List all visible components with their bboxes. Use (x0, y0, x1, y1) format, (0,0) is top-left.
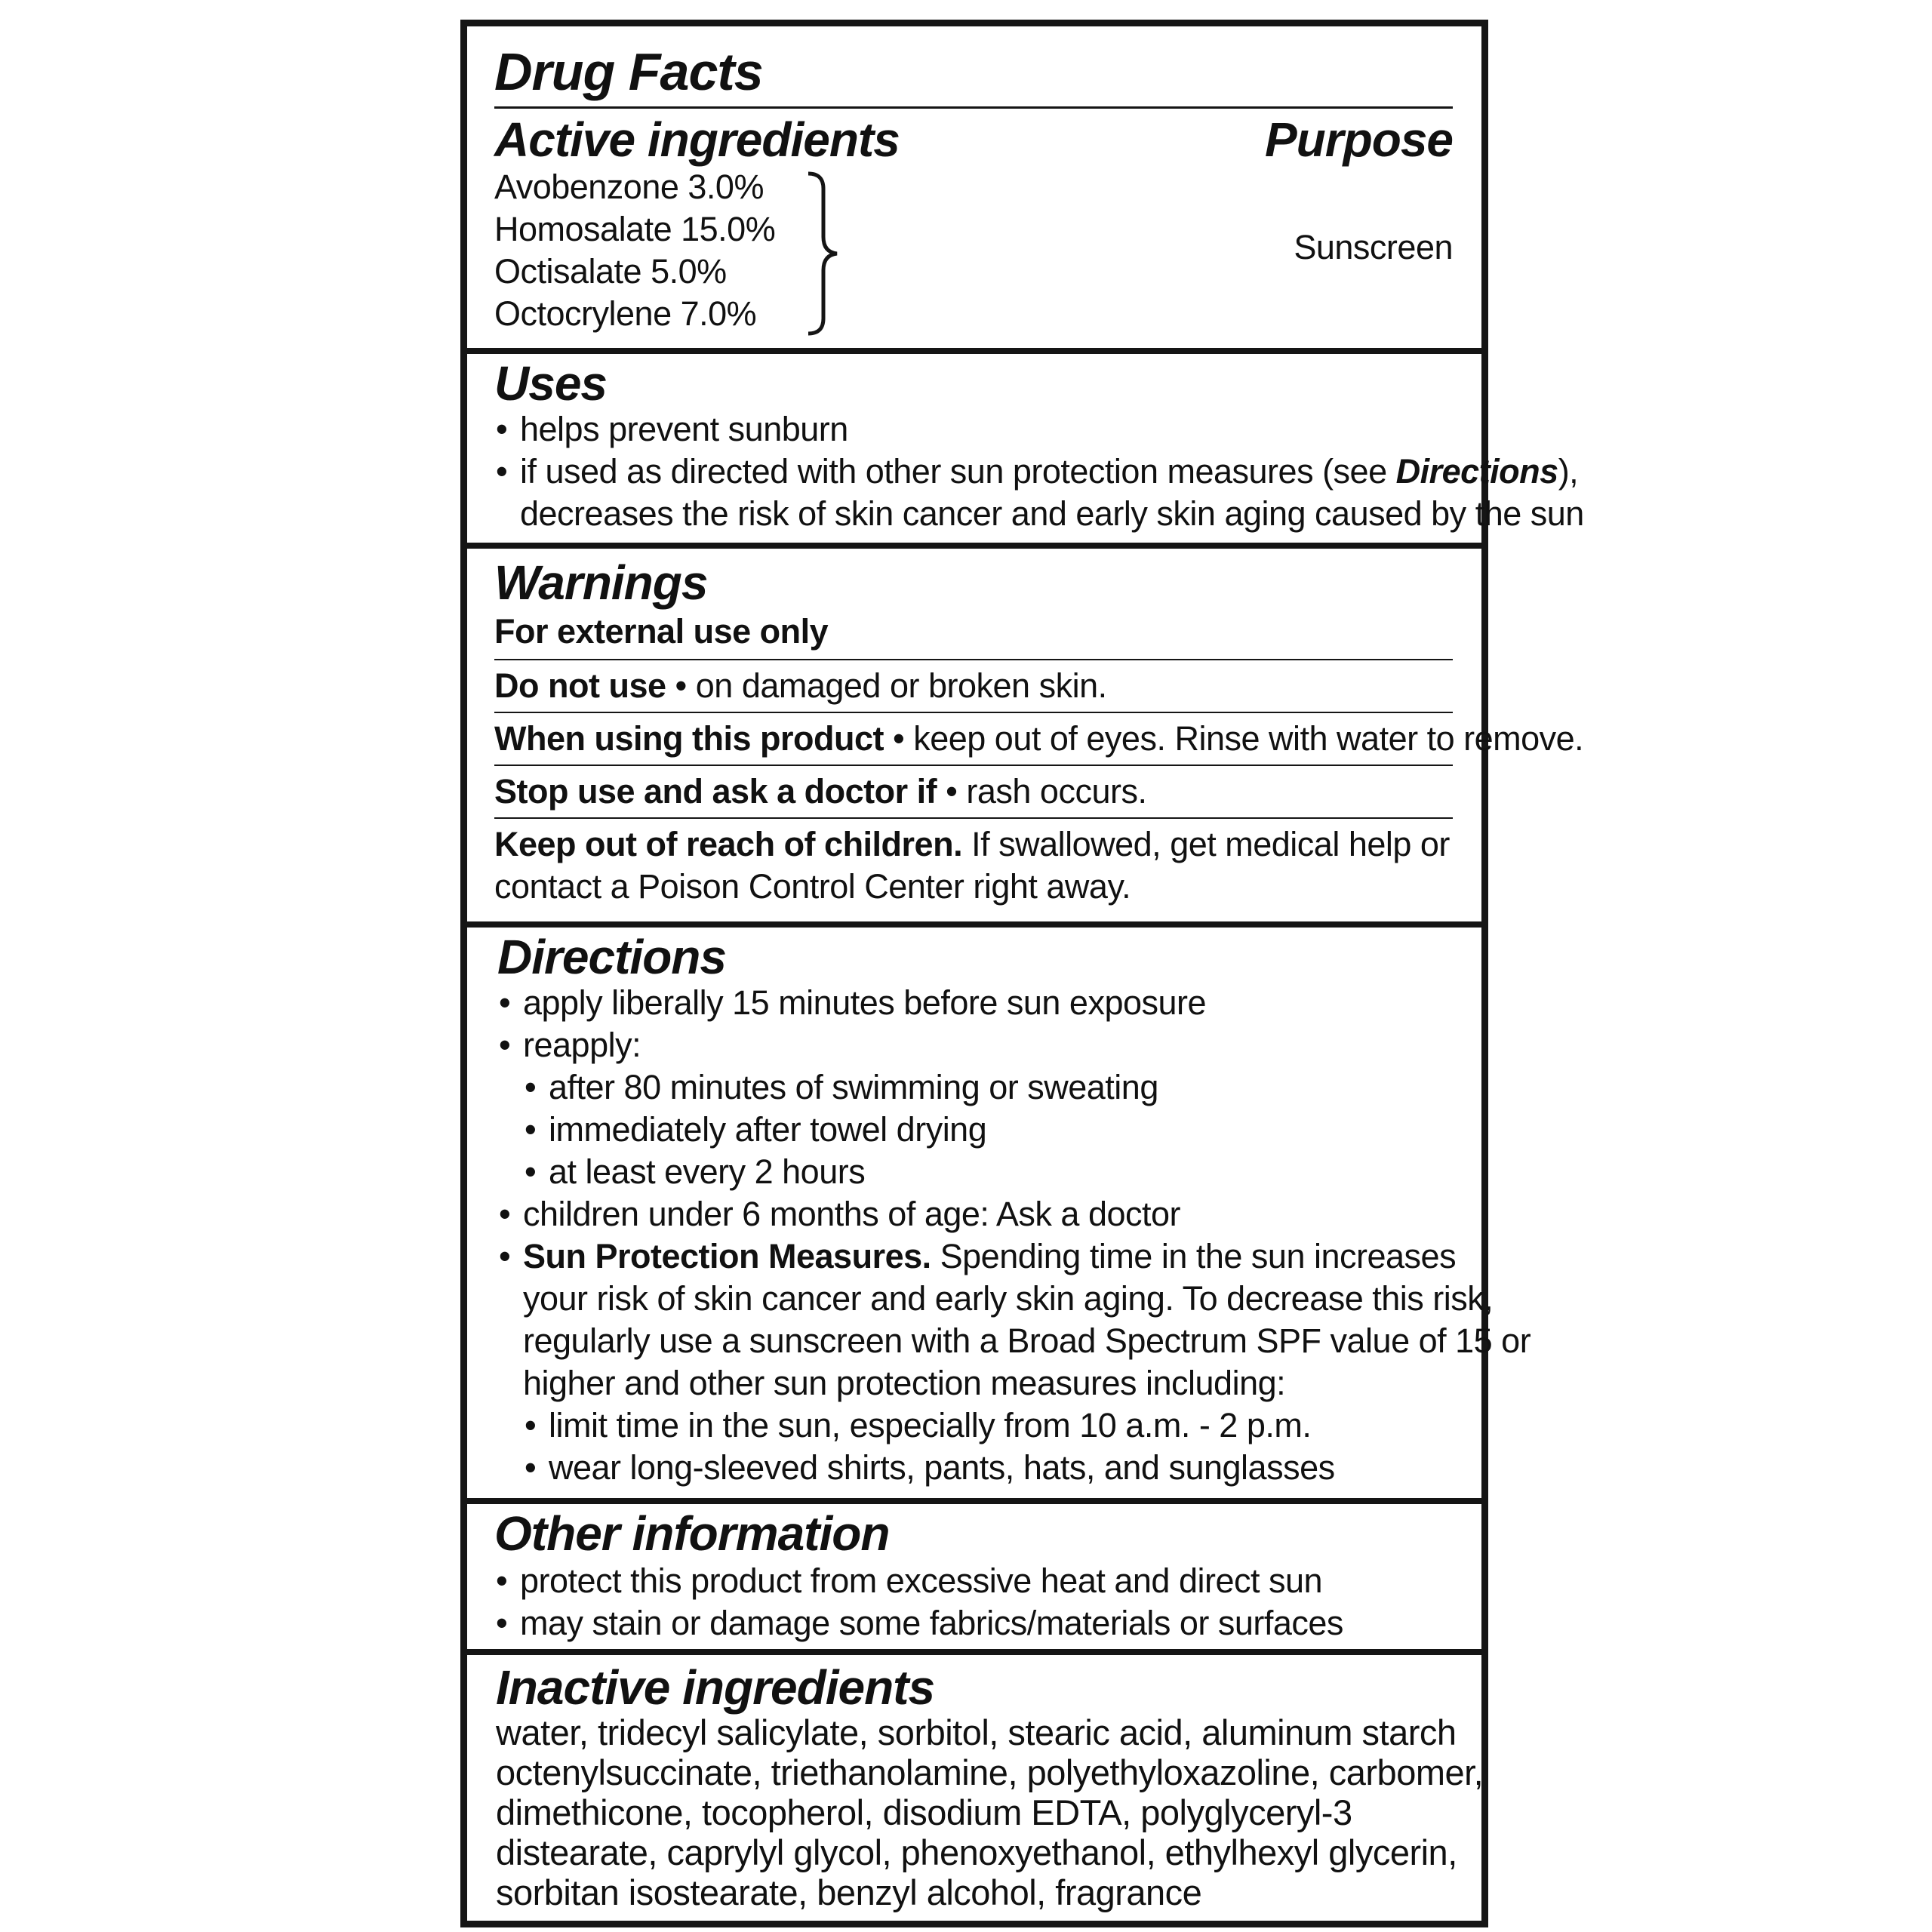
do-not-use-row (494, 660, 1453, 712)
inactive-line: water, tridecyl salicylate, sorbitol, stearic acid, aluminum starch (496, 1712, 1457, 1752)
sub-list-item: • limit time in the sun, especially from 10 a.m. - 2 p.m. (497, 1404, 1453, 1447)
stop-use-text: • rash occurs. (937, 772, 1147, 811)
inactive-section (467, 1660, 1484, 1912)
warnings-section (467, 555, 1584, 908)
list-item-continuation: regularly use a sunscreen with a Broad Spectrum SPF value of 15 or (523, 1321, 1531, 1360)
when-using-row (494, 713, 1584, 764)
directions-heading: Directions (497, 930, 726, 984)
uses-heading: Uses (494, 356, 607, 411)
list-item-continuation: your risk of skin cancer and early skin aging. To decrease this risk, (523, 1279, 1494, 1318)
stop-use-label: Stop use and ask a doctor if (494, 772, 937, 811)
purpose-value: Sunscreen (1294, 228, 1453, 266)
directions-reference: Directions (1395, 452, 1558, 491)
warnings-heading: Warnings (494, 555, 708, 610)
list-item (494, 451, 1579, 493)
list-item-text: if used as directed with other sun protection measures (see (520, 452, 1396, 491)
sub-list-item: • at least every 2 hours (497, 1151, 1453, 1193)
section-divider (467, 1498, 1481, 1504)
inactive-line: dimethicone, tocopherol, disodium EDTA, polyglyceryl-3 (496, 1792, 1352, 1832)
active-ingredient: Avobenzone 3.0% (494, 168, 764, 206)
section-divider (467, 348, 1481, 354)
list-item (497, 1235, 1457, 1278)
inactive-line: octenylsuccinate, triethanolamine, polyethyloxazoline, carbomer, (496, 1752, 1484, 1792)
keep-out-label: Keep out of reach of children. (494, 825, 963, 863)
uses-section (467, 356, 1584, 535)
list-item: • may stain or damage some fabrics/materials or surfaces (494, 1602, 1453, 1644)
directions-section (467, 930, 1531, 1489)
active-ingredient: Octisalate 5.0% (494, 252, 727, 291)
inactive-line: distearate, caprylyl glycol, phenoxyethanol, ethylhexyl glycerin, (496, 1832, 1457, 1872)
stop-use-row (494, 766, 1453, 817)
section-divider (467, 1649, 1481, 1655)
active-ingredient: Octocrylene 7.0% (494, 294, 757, 333)
external-use-note: For external use only (494, 612, 829, 651)
do-not-use-label: Do not use (494, 666, 666, 705)
sub-list-item: • after 80 minutes of swimming or sweating (497, 1066, 1453, 1109)
list-item-continuation: higher and other sun protection measures including: (523, 1364, 1286, 1402)
keep-out-text: If swallowed, get medical help or (962, 825, 1450, 863)
keep-out-continuation: contact a Poison Control Center right away. (494, 867, 1131, 906)
other-info-section (467, 1507, 1481, 1644)
sub-list-item: • immediately after towel drying (497, 1109, 1453, 1151)
sun-protection-label: Sun Protection Measures. (523, 1237, 931, 1275)
sun-protection-text: Spending time in the sun increases (931, 1237, 1457, 1275)
active-ingredients-heading: Active ingredients (494, 112, 900, 167)
when-using-label: When using this product (494, 719, 884, 758)
list-item: • protect this product from excessive heat and direct sun (494, 1560, 1453, 1602)
inactive-line: sorbitan isostearate, benzyl alcohol, fragrance (496, 1872, 1202, 1912)
drug-facts-panel (460, 20, 1584, 1927)
drug-facts-title: Drug Facts (494, 42, 763, 101)
curly-brace-icon (802, 171, 848, 337)
list-item: • helps prevent sunburn (494, 408, 1453, 451)
active-section (467, 40, 1481, 337)
list-item-text: ), (1558, 452, 1579, 491)
list-item: • children under 6 months of age: Ask a doctor (497, 1193, 1453, 1235)
section-divider (467, 921, 1481, 928)
inactive-heading: Inactive ingredients (496, 1660, 935, 1715)
do-not-use-text: • on damaged or broken skin. (666, 666, 1107, 705)
keep-out-row (494, 819, 1453, 866)
when-using-text: • keep out of eyes. Rinse with water to remove. (883, 719, 1584, 758)
list-item: • reapply: (497, 1024, 1453, 1066)
section-divider (467, 543, 1481, 549)
sub-list-item: • wear long-sleeved shirts, pants, hats, and sunglasses (497, 1447, 1453, 1489)
purpose-heading: Purpose (1264, 112, 1453, 167)
other-info-heading: Other information (494, 1506, 890, 1561)
active-ingredient: Homosalate 15.0% (494, 210, 776, 248)
list-item-continuation: decreases the risk of skin cancer and early skin aging caused by the sun (520, 494, 1584, 533)
list-item: • apply liberally 15 minutes before sun exposure (497, 982, 1453, 1024)
